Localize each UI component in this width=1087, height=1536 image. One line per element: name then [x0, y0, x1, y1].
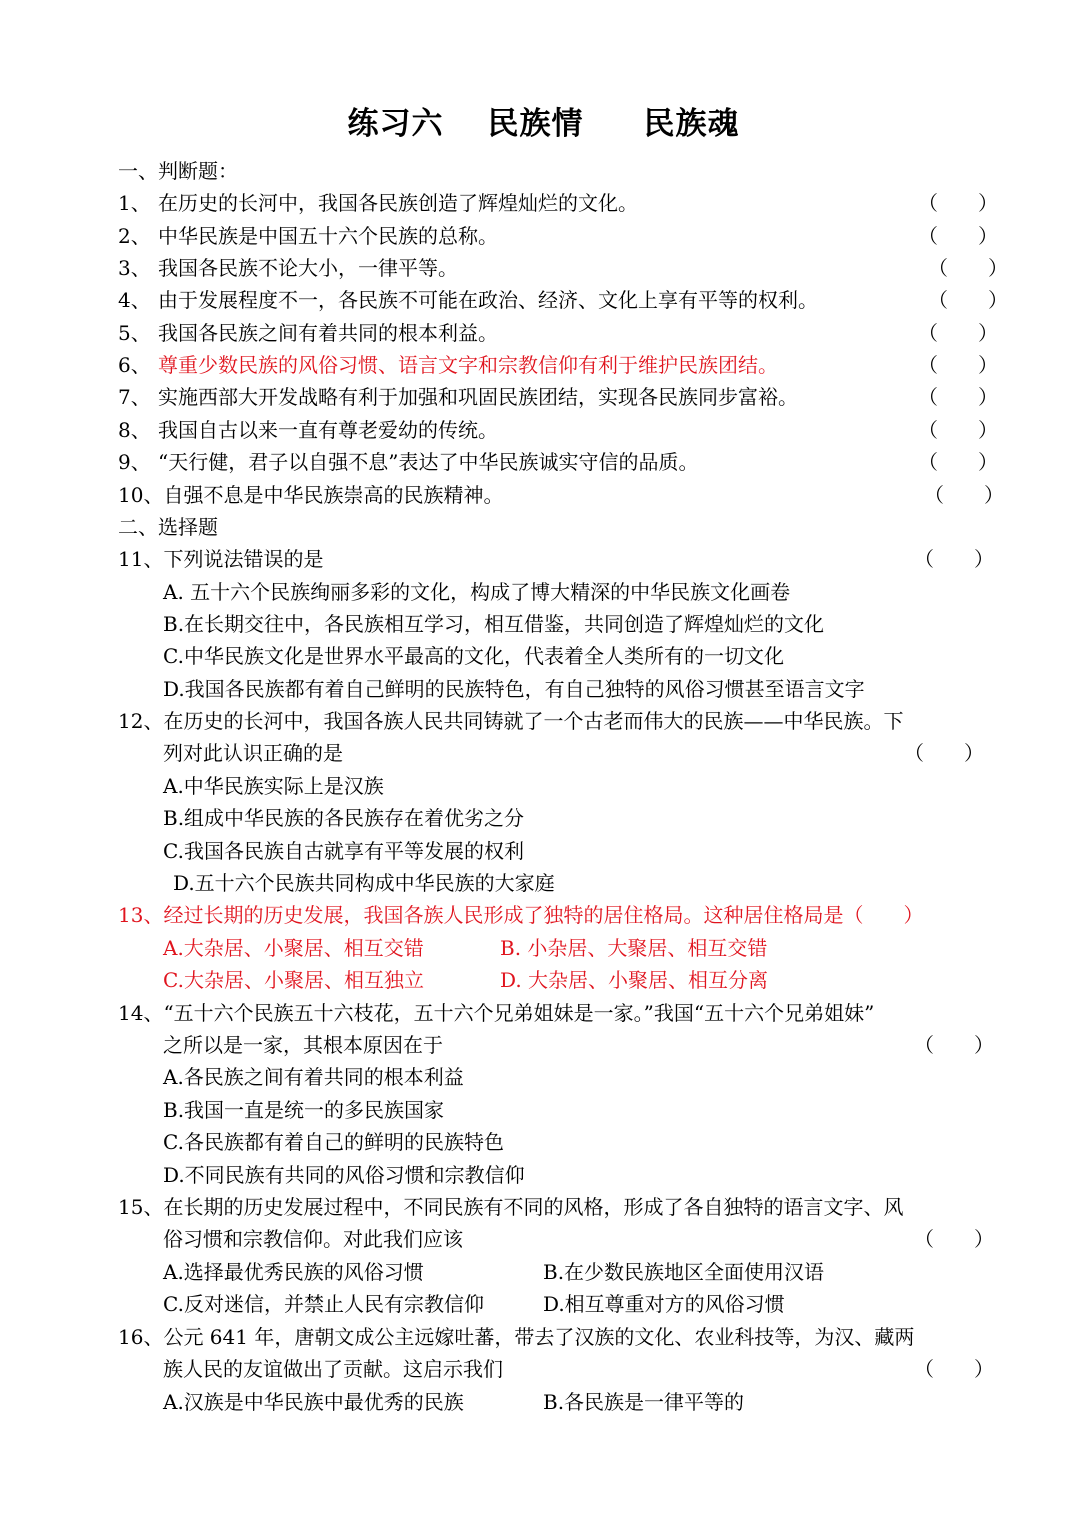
option-b: B.组成中华民族的各民族存在着优劣之分 [163, 806, 525, 830]
option-b: B.我国一直是统一的多民族国家 [163, 1098, 445, 1122]
option-b: B. 小杂居、大聚居、相互交错 [500, 936, 768, 960]
option-a: A.大杂居、小聚居、相互交错 [163, 936, 424, 960]
judge-item: 2、 中华民族是中国五十六个民族的总称。 [118, 224, 498, 248]
option-b: B.各民族是一律平等的 [543, 1390, 745, 1414]
option-d: D. 大杂居、小聚居、相互分离 [500, 968, 769, 992]
question-stem: 12、在历史的长河中，我国各族人民共同铸就了一个古老而伟大的民族——中华民族。下 [118, 709, 904, 733]
answer-blank[interactable]: （ ） [918, 321, 998, 345]
title-part-3: 民族魂 [643, 106, 740, 142]
question-stem-cont: 之所以是一家，其根本原因在于 [163, 1033, 443, 1057]
question-stem-cont: 俗习惯和宗教信仰。对此我们应该 [163, 1227, 463, 1251]
answer-blank[interactable]: （ ） [904, 741, 984, 765]
answer-blank[interactable]: （ ） [918, 353, 998, 377]
option-a: A.选择最优秀民族的风俗习惯 [163, 1260, 424, 1284]
question-stem: 15、在长期的历史发展过程中，不同民族有不同的风格，形成了各自独特的语言文字、风 [118, 1195, 904, 1219]
option-a: A.中华民族实际上是汉族 [163, 774, 384, 798]
judge-item-highlighted: 6、 尊重少数民族的风俗习惯、语言文字和宗教信仰有利于维护民族团结。 [118, 353, 778, 377]
option-c: C.反对迷信，并禁止人民有宗教信仰 [163, 1292, 484, 1316]
answer-blank[interactable]: （ ） [918, 224, 998, 248]
option-b: B.在少数民族地区全面使用汉语 [543, 1260, 825, 1284]
judge-item: 3、 我国各民族不论大小，一律平等。 [118, 256, 458, 280]
option-a: A.各民族之间有着共同的根本利益 [163, 1065, 464, 1089]
option-d: D.五十六个民族共同构成中华民族的大家庭 [173, 871, 555, 895]
option-a: A.汉族是中华民族中最优秀的民族 [163, 1390, 464, 1414]
question-stem: 14、“五十六个民族五十六枝花，五十六个兄弟姐妹是一家。”我国“五十六个兄弟姐妹” [118, 1001, 875, 1025]
judge-item: 7、 实施西部大开发战略有利于加强和巩固民族团结，实现各民族同步富裕。 [118, 385, 798, 409]
page-title [0, 98, 1087, 143]
judge-item: 9、 “天行健，君子以自强不息”表达了中华民族诚实守信的品质。 [118, 450, 699, 474]
option-d: D.相互尊重对方的风俗习惯 [543, 1292, 785, 1316]
judge-item: 1、 在历史的长河中，我国各民族创造了辉煌灿烂的文化。 [118, 191, 638, 215]
option-d: D.不同民族有共同的风俗习惯和宗教信仰 [163, 1163, 525, 1187]
question-stem: 11、下列说法错误的是 [118, 547, 324, 571]
question-stem-highlighted: 13、经过长期的历史发展，我国各族人民形成了独特的居住格局。这种居住格局是（ ） [118, 903, 924, 927]
answer-blank[interactable]: （ ） [918, 385, 998, 409]
answer-blank[interactable]: （ ） [918, 418, 998, 442]
option-c: C.中华民族文化是世界水平最高的文化，代表着全人类所有的一切文化 [163, 644, 784, 668]
option-c: C.大杂居、小聚居、相互独立 [163, 968, 424, 992]
title-part-2: 民族情 [487, 106, 584, 142]
answer-blank[interactable]: （ ） [914, 547, 994, 571]
answer-blank[interactable]: （ ） [918, 450, 998, 474]
option-c: C.各民族都有着自己的鲜明的民族特色 [163, 1130, 504, 1154]
judge-item: 4、 由于发展程度不一，各民族不可能在政治、经济、文化上享有平等的权利。 [118, 288, 818, 312]
answer-blank[interactable]: （ ） [914, 1357, 994, 1381]
answer-blank[interactable]: （ ） [928, 256, 1008, 280]
answer-blank[interactable]: （ ） [914, 1033, 994, 1057]
answer-blank[interactable]: （ ） [918, 191, 998, 215]
answer-blank[interactable]: （ ） [924, 483, 1004, 507]
section-heading-choice: 二、选择题 [118, 515, 218, 539]
judge-item: 8、 我国自古以来一直有尊老爱幼的传统。 [118, 418, 498, 442]
question-stem-cont: 族人民的友谊做出了贡献。这启示我们 [163, 1357, 503, 1381]
question-stem-cont: 列对此认识正确的是 [163, 741, 343, 765]
option-b: B.在长期交往中，各民族相互学习，相互借鉴，共同创造了辉煌灿烂的文化 [163, 612, 825, 636]
option-d: D.我国各民族都有着自己鲜明的民族特色，有自己独特的风俗习惯甚至语言文字 [163, 677, 865, 701]
judge-item: 5、 我国各民族之间有着共同的根本利益。 [118, 321, 498, 345]
section-heading-judge: 一、判断题： [118, 159, 238, 183]
answer-blank[interactable]: （ ） [928, 288, 1008, 312]
answer-blank[interactable]: （ ） [914, 1227, 994, 1251]
title-part-1: 练习六 [347, 106, 444, 142]
judge-item: 10、自强不息是中华民族崇高的民族精神。 [118, 483, 504, 507]
option-a: A. 五十六个民族绚丽多彩的文化，构成了博大精深的中华民族文化画卷 [163, 580, 791, 604]
question-stem: 16、公元 641 年，唐朝文成公主远嫁吐蕃，带去了汉族的文化、农业科技等，为汉、藏两 [118, 1325, 915, 1349]
option-c: C.我国各民族自古就享有平等发展的权利 [163, 839, 524, 863]
